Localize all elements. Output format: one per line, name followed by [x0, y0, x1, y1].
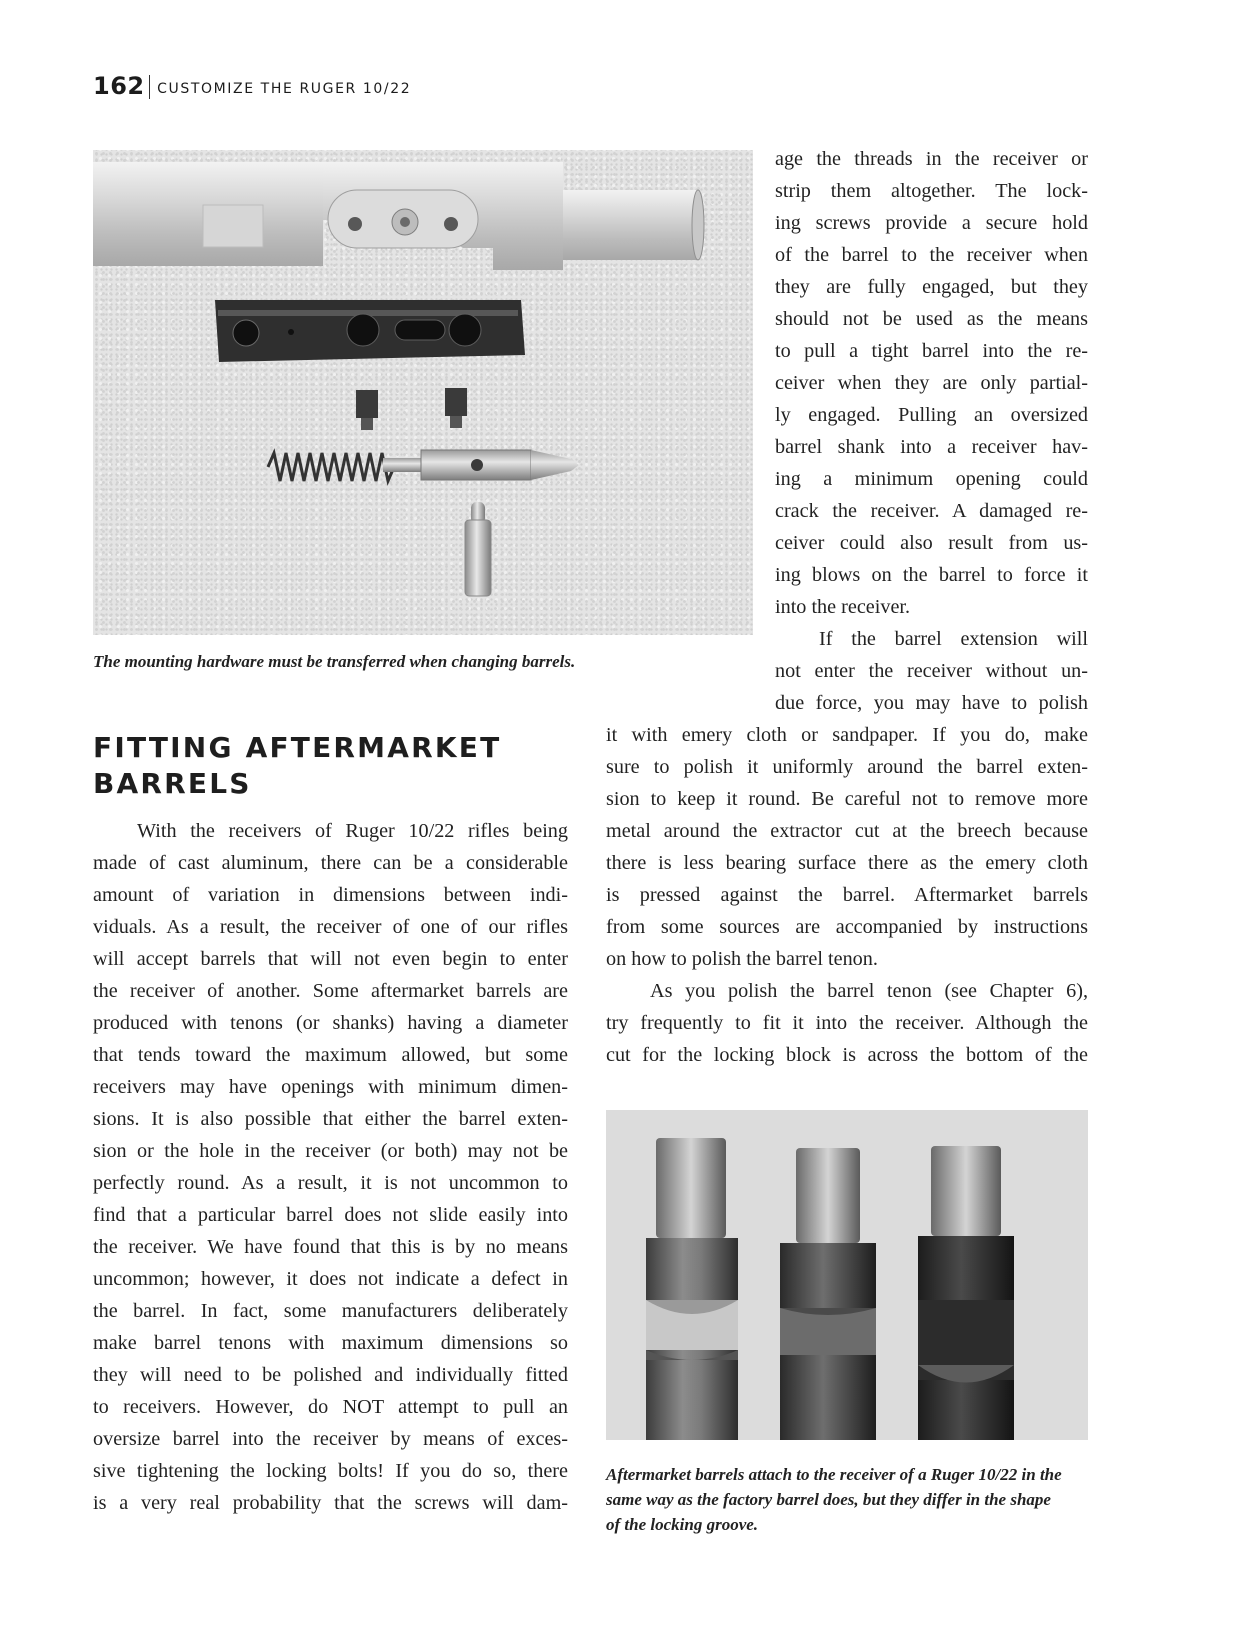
text-line: of the barrel to the receiver when	[775, 244, 1088, 266]
text-line: oversize barrel into the receiver by means of exces-	[93, 1428, 568, 1450]
text-line: ing a minimum opening could	[775, 468, 1088, 490]
text-line: perfectly round. As a result, it is not uncommon to	[93, 1172, 568, 1194]
text-line: find that a particular barrel does not slide easily into	[93, 1204, 568, 1226]
text-line: receivers may have openings with minimum dimen-	[93, 1076, 568, 1098]
mounting-hardware-photo	[93, 150, 753, 635]
text-line: from some sources are accompanied by instructions	[606, 916, 1088, 938]
section-heading	[93, 730, 513, 802]
text-line: crack the receiver. A damaged re-	[775, 500, 1088, 522]
text-line: ing blows on the barrel to force it	[775, 564, 1088, 586]
text-line: will accept barrels that will not even begin to enter	[93, 948, 568, 970]
text-line: sive tightening the locking bolts! If you do so, there	[93, 1460, 568, 1482]
text-line: the barrel. In fact, some manufacturers deliberately	[93, 1300, 568, 1322]
text-line: strip them altogether. The lock-	[775, 180, 1088, 202]
text-line: they will need to be polished and individually fitted	[93, 1364, 568, 1386]
text-line: they are fully engaged, but they	[775, 276, 1088, 298]
book-title: CUSTOMIZE THE RUGER 10/22	[157, 81, 412, 97]
text-line: metal around the extractor cut at the breech because	[606, 820, 1088, 842]
text-line: the receiver. We have found that this is by no means	[93, 1236, 568, 1258]
text-line: the receiver of another. Some aftermarket barrels are	[93, 980, 568, 1002]
text-line: ing screws provide a secure hold	[775, 212, 1088, 234]
text-line: cut for the locking block is across the bottom of the	[606, 1044, 1088, 1066]
section-heading-line: BARRELS	[93, 767, 252, 800]
section-heading-line: FITTING AFTERMARKET	[93, 731, 502, 764]
text-line: ceiver could also result from us-	[775, 532, 1088, 554]
text-line: due force, you may have to polish	[775, 692, 1088, 714]
text-line: on how to polish the barrel tenon.	[606, 948, 878, 970]
text-line: into the receiver.	[775, 596, 911, 618]
right-column-wrap	[775, 623, 1088, 719]
text-line: there is less bearing surface there as the emery cloth	[606, 852, 1088, 874]
aftermarket-barrels-caption: Aftermarket barrels attach to the receiver of a Ruger 10/22 in the same way as the factory barrel does, but they differ in the shape of the locking groove.	[606, 1465, 1062, 1534]
text-line: it with emery cloth or sandpaper. If you do, make	[606, 724, 1088, 746]
text-line: sion to keep it round. Be careful not to remove more	[606, 788, 1088, 810]
text-line: is pressed against the barrel. Aftermarket barrels	[606, 884, 1088, 906]
text-line: not enter the receiver without un-	[775, 660, 1088, 682]
text-line: ly engaged. Pulling an oversized	[775, 404, 1088, 426]
text-line: barrel shank into a receiver hav-	[775, 436, 1088, 458]
text-line: is a very real probability that the screws will dam-	[93, 1492, 568, 1514]
text-line: try frequently to fit it into the receiver. Although the	[606, 1012, 1088, 1034]
page-number: 162	[93, 72, 145, 100]
text-line: sure to polish it uniformly around the barrel exten-	[606, 756, 1088, 778]
text-line: With the receivers of Ruger 10/22 rifles being	[137, 820, 568, 842]
text-line: If the barrel extension will	[819, 628, 1088, 650]
text-line: to receivers. However, do NOT attempt to pull an	[93, 1396, 568, 1418]
left-column	[93, 815, 568, 1519]
text-line: to pull a tight barrel into the re-	[775, 340, 1088, 362]
right-column-full	[606, 719, 1088, 1071]
text-line: age the threads in the receiver or	[775, 148, 1088, 170]
running-head	[93, 72, 411, 100]
mounting-hardware-caption: The mounting hardware must be transferred when changing barrels.	[93, 652, 576, 671]
text-line: that tends toward the maximum allowed, but some	[93, 1044, 568, 1066]
text-line: sion or the hole in the receiver (or both) may not be	[93, 1140, 568, 1162]
text-line: made of cast aluminum, there can be a considerable	[93, 852, 568, 874]
text-line: amount of variation in dimensions between indi-	[93, 884, 568, 906]
text-line: sions. It is also possible that either the barrel exten-	[93, 1108, 568, 1130]
text-line: viduals. As a result, the receiver of one of our rifles	[93, 916, 568, 938]
text-line: should not be used as the means	[775, 308, 1088, 330]
text-line: ceiver when they are only partial-	[775, 372, 1088, 394]
text-line: uncommon; however, it does not indicate a defect in	[93, 1268, 568, 1290]
header-divider	[149, 75, 151, 99]
text-line: make barrel tenons with maximum dimensions so	[93, 1332, 568, 1354]
aftermarket-barrels-photo	[606, 1110, 1088, 1440]
text-line: produced with tenons (or shanks) having a diameter	[93, 1012, 568, 1034]
text-line: As you polish the barrel tenon (see Chapter 6),	[650, 980, 1088, 1002]
right-column-top	[775, 143, 1088, 623]
